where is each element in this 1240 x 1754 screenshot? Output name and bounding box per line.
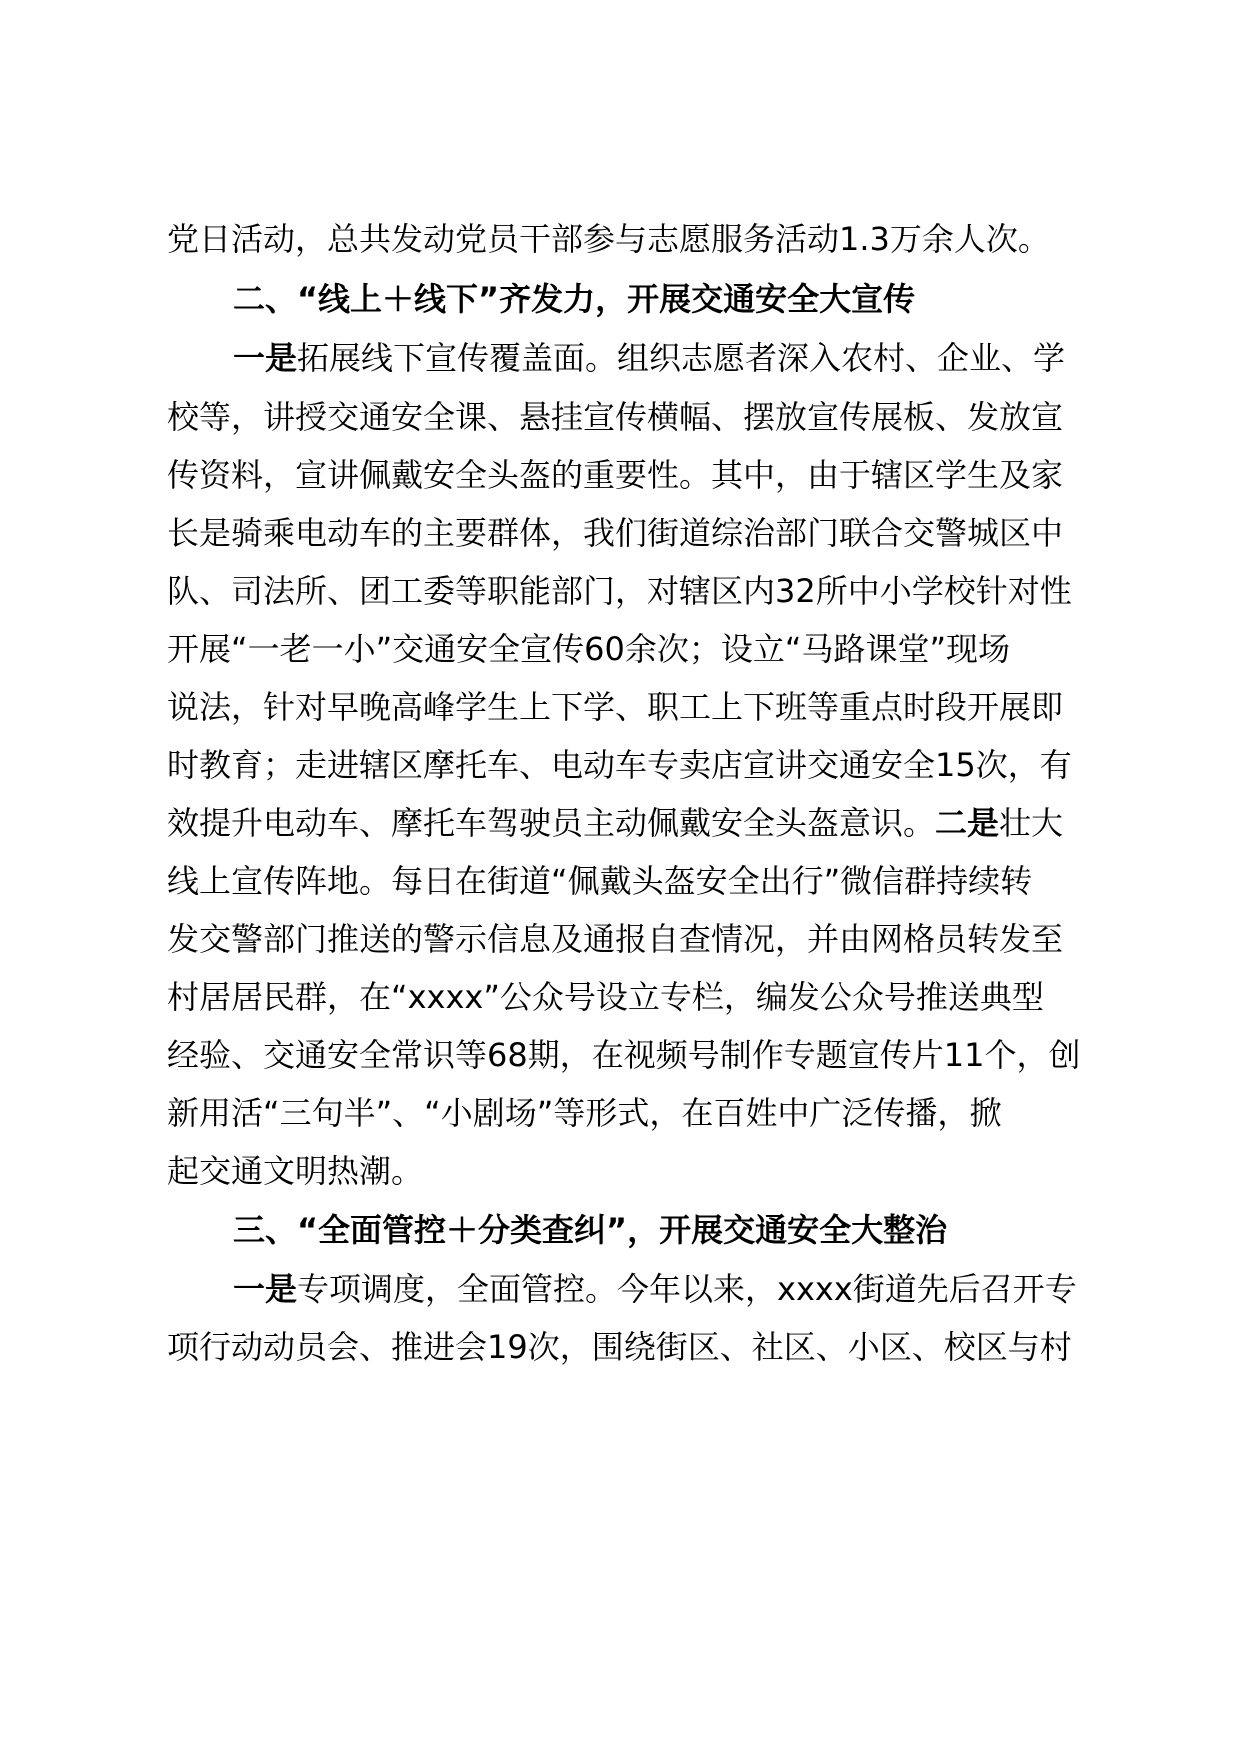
paragraph-line: 经验、交通安全常识等68期，在视频号制作专题宣传片11个，创 [167, 1036, 1081, 1074]
paragraph-line: 新用活“三句半”、“小剧场”等形式，在百姓中广泛传播，掀 [167, 1094, 1002, 1132]
section-heading-2: 二、“线上＋线下”齐发力，开展交通安全大宣传 [233, 280, 916, 318]
paragraph-line: 效提升电动车、摩托车驾驶员主动佩戴安全头盔意识。二是壮大 [167, 804, 1064, 842]
paragraph-line: 队、司法所、团工委等职能部门，对辖区内32所中小学校针对性 [167, 572, 1072, 610]
lead-marker: 一是 [233, 339, 298, 377]
paragraph-line: 项行动动员会、推进会19次，围绕街区、社区、小区、校区与村 [167, 1328, 1072, 1366]
paragraph-line: 村居居民群，在“xxxx”公众号设立专栏，编发公众号推送典型 [167, 978, 1044, 1016]
paragraph-line: 线上宣传阵地。每日在街道“佩戴头盔安全出行”微信群持续转 [167, 862, 1033, 900]
paragraph-line: 起交通文明热潮。 [167, 1152, 424, 1190]
paragraph-line: 一是拓展线下宣传覆盖面。组织志愿者深入农村、企业、学 [233, 339, 1066, 377]
section-heading-3: 三、“全面管控＋分类查纠”，开展交通安全大整治 [233, 1211, 948, 1249]
paragraph-line: 一是专项调度，全面管控。今年以来，xxxx街道先后召开专 [233, 1270, 1077, 1308]
paragraph-line: 开展“一老一小”交通安全宣传60余次；设立“马路课堂”现场 [167, 630, 1011, 668]
paragraph-line: 党日活动，总共发动党员干部参与志愿服务活动1.3万余人次。 [167, 220, 1050, 258]
paragraph-line: 校等，讲授交通安全课、悬挂宣传横幅、摆放宣传展板、发放宣 [167, 398, 1064, 436]
paragraph-line: 长是骑乘电动车的主要群体，我们街道综治部门联合交警城区中 [167, 514, 1064, 552]
lead-marker: 一是 [233, 1270, 298, 1308]
paragraph-line: 传资料，宣讲佩戴安全头盔的重要性。其中，由于辖区学生及家 [167, 456, 1064, 494]
paragraph-line: 发交警部门推送的警示信息及通报自查情况，并由网格员转发至 [167, 920, 1064, 958]
lead-marker: 二是 [935, 804, 1000, 842]
paragraph-line: 时教育；走进辖区摩托车、电动车专卖店宣讲交通安全15次，有 [167, 746, 1072, 784]
paragraph-line: 说法，针对早晚高峰学生上下学、职工上下班等重点时段开展即 [167, 688, 1064, 726]
